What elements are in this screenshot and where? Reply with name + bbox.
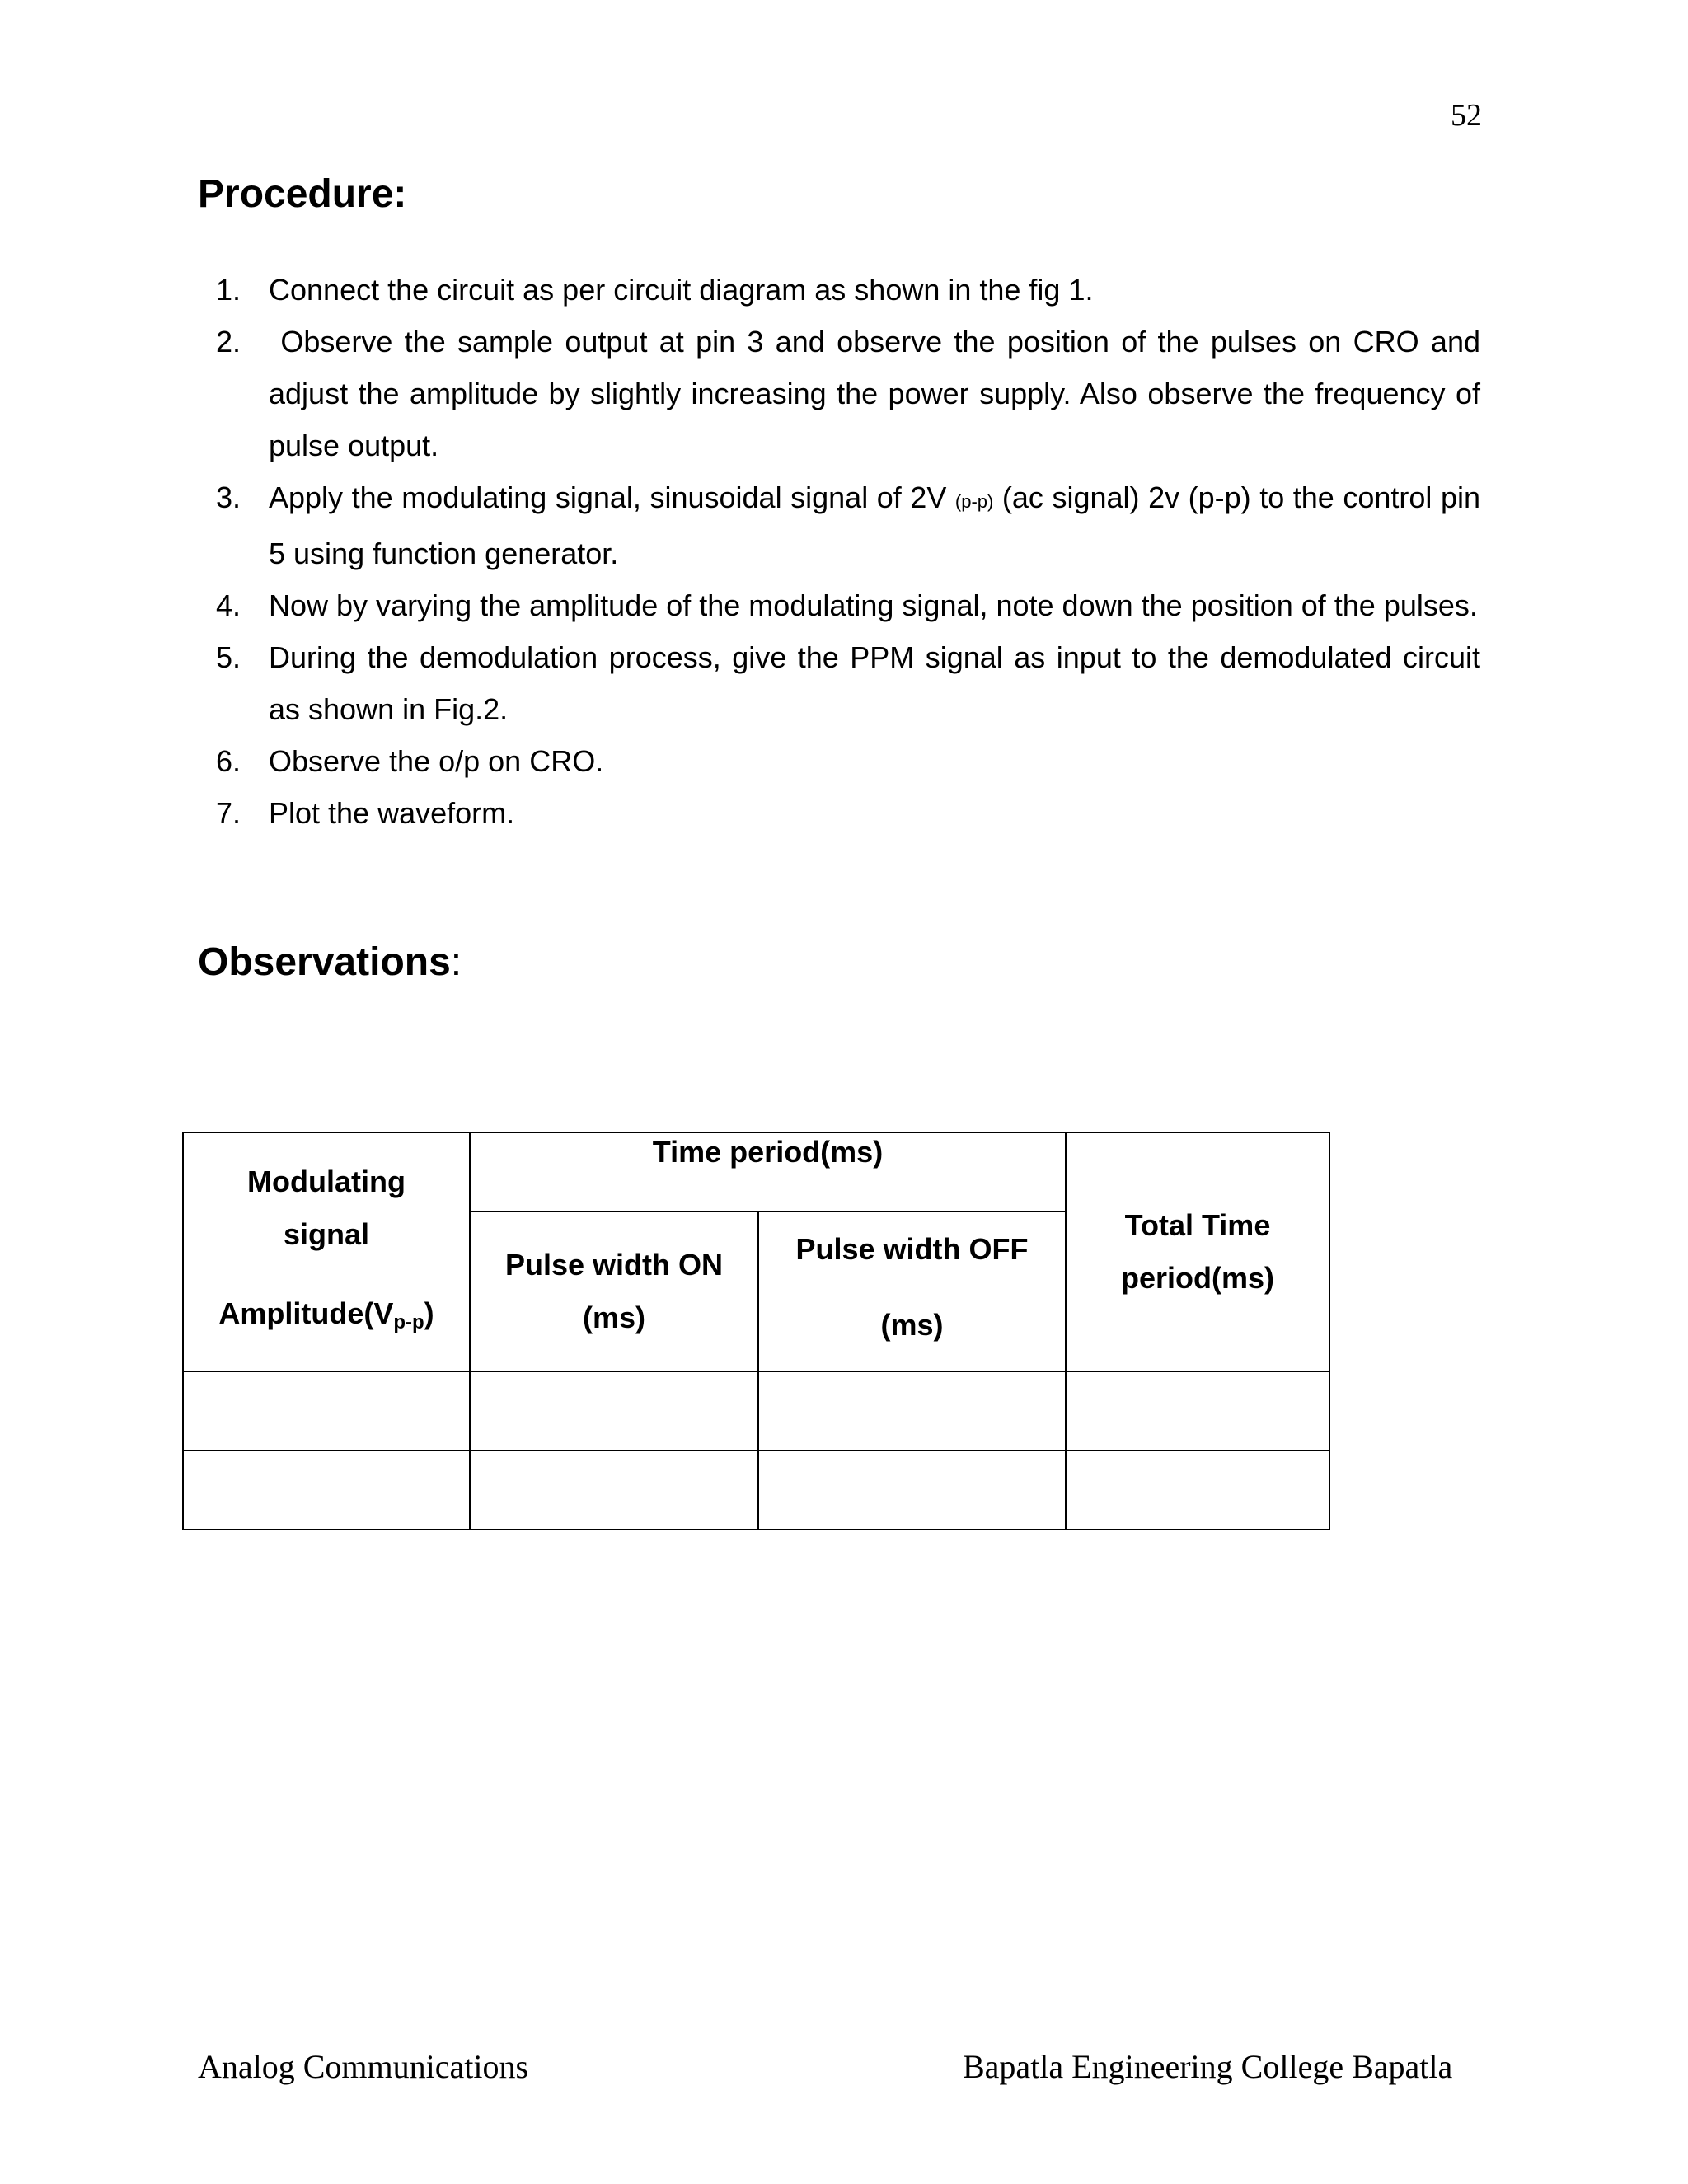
procedure-heading [198, 171, 406, 217]
table-cell[interactable] [758, 1371, 1066, 1451]
table-header-row [183, 1132, 1329, 1212]
step-number: 6. [216, 744, 241, 778]
header-text: Total Time [1124, 1208, 1271, 1242]
procedure-step [211, 316, 1489, 471]
header-text: Pulse width OFF [795, 1232, 1029, 1266]
procedure-steps [211, 264, 1489, 839]
observations-heading-text: Observations [198, 940, 451, 984]
table-row [183, 1371, 1329, 1451]
procedure-step [211, 787, 1480, 839]
page-number: 52 [1451, 98, 1482, 133]
header-pulse-width-on [470, 1212, 758, 1371]
procedure-step [211, 735, 1480, 787]
procedure-heading-colon: : [393, 172, 407, 216]
table-cell[interactable] [183, 1371, 470, 1451]
step-text: Observe the o/p on CRO. [269, 744, 604, 778]
table-cell[interactable] [758, 1451, 1066, 1530]
header-text: signal [283, 1216, 370, 1251]
step-text: Now by varying the amplitude of the modulating signal, note down the position of the pulses. [269, 588, 1478, 622]
step-text: Observe the sample output at pin 3 and observe the position of the pulses on CRO and adjust the amplitude by slightly increasing the power supply. Also observe the frequency of pulse output. [269, 325, 1489, 462]
header-pulse-width-off [758, 1212, 1066, 1371]
header-text: (ms) [582, 1301, 645, 1334]
header-text: ) [424, 1296, 434, 1330]
header-text-amplitude [184, 1287, 469, 1349]
table-cell[interactable] [1066, 1371, 1329, 1451]
step-number: 1. [216, 273, 241, 307]
procedure-step [211, 471, 1489, 579]
header-text: Pulse width ON [504, 1248, 724, 1282]
header-text: Modulating [247, 1164, 406, 1198]
header-text: Amplitude(V [218, 1296, 394, 1330]
observations-table [182, 1132, 1330, 1530]
footer-college-name: Bapatla Engineering College Bapatla [963, 2048, 1453, 2085]
header-text: period(ms) [1120, 1261, 1274, 1295]
header-subscript: p-p [393, 1310, 424, 1333]
header-total-time-period [1066, 1132, 1329, 1371]
table-cell[interactable] [470, 1371, 758, 1451]
step-text: Plot the waveform. [269, 796, 515, 830]
table-cell[interactable] [183, 1451, 470, 1530]
step-text: Connect the circuit as per circuit diagram as shown in the fig 1. [269, 273, 1094, 307]
procedure-step [211, 631, 1480, 735]
observations-heading-colon: : [450, 940, 462, 984]
procedure-step [211, 579, 1480, 631]
step-text: During the demodulation process, give the PPM signal as input to the demodulated circuit as shown in Fig.2. [269, 640, 1480, 726]
table-row [183, 1451, 1329, 1530]
header-text: (ms) [880, 1308, 944, 1342]
table-cell[interactable] [1066, 1451, 1329, 1530]
procedure-step [211, 264, 1480, 316]
step-number: 2. [216, 325, 241, 359]
step-number: 7. [216, 796, 241, 830]
header-time-period: Time period(ms) [470, 1132, 1066, 1212]
table-cell[interactable] [470, 1451, 758, 1530]
procedure-heading-text: Procedure [198, 172, 394, 216]
step-number: 4. [216, 588, 241, 622]
step-text-continued: (ac signal) 2v (p-p) to the control pin 5 using function generator. [269, 480, 1489, 570]
step-text: Apply the modulating signal, sinusoidal signal of 2V [269, 480, 955, 514]
header-modulating-amplitude [183, 1132, 470, 1371]
step-number: 5. [216, 640, 241, 674]
footer-course-name: Analog Communications [198, 2048, 529, 2085]
step-number: 3. [216, 480, 241, 514]
step-subscript: (p-p) [954, 491, 994, 512]
observations-heading [198, 940, 462, 985]
